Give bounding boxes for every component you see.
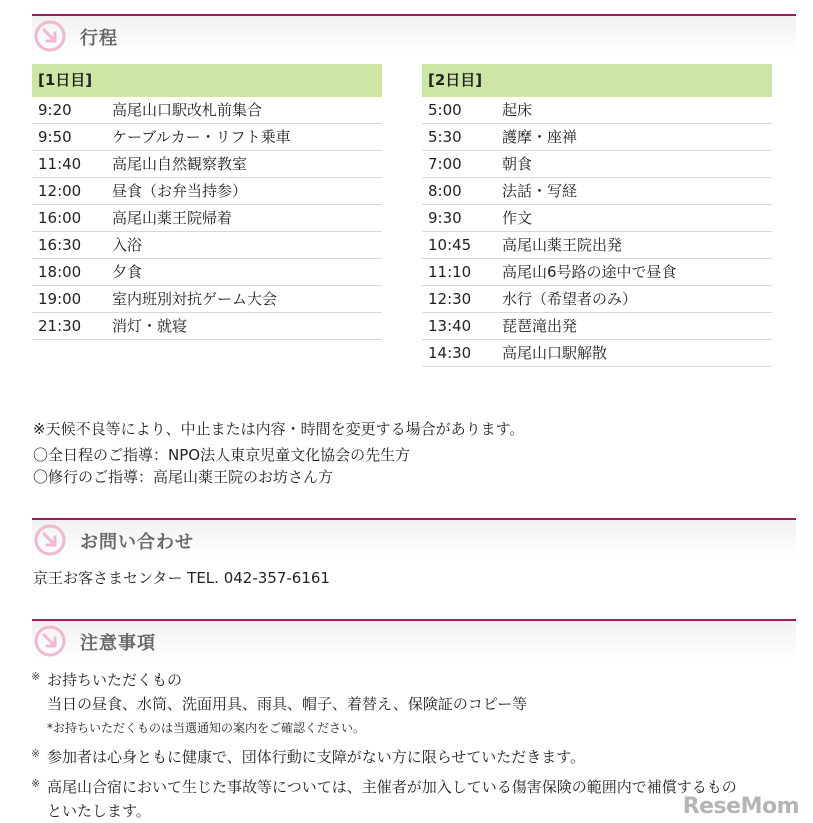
schedule-event: 室内班別対抗ゲーム大会 [112,290,278,308]
schedule-time: 21:30 [38,317,82,335]
schedule-row [422,340,772,367]
schedule-row [32,178,382,205]
schedule-table-day1 [32,64,382,340]
schedule-event: 高尾山自然観察教室 [112,155,248,173]
schedule-event: 朝食 [502,155,533,173]
schedule-event: 水行（希望者のみ） [502,290,638,308]
note-insurance-line1: 高尾山合宿において生じた事故等については、主催者が加入している傷害保険の範囲内で補償するもの [47,778,737,796]
schedule-time: 7:00 [428,155,462,173]
day-header: [1日目] [32,64,382,97]
schedule-event: 護摩・座禅 [502,128,578,146]
schedule-event: 高尾山口駅解散 [502,344,608,362]
schedule-time: 14:30 [428,344,472,362]
section-header-itinerary [32,14,796,54]
schedule-row [422,178,772,205]
note-insurance-line2: といたします。 [47,802,151,820]
section-title: お問い合わせ [80,532,194,553]
schedule-row [422,124,772,151]
schedule-event: 昼食（お弁当持参） [112,182,248,200]
schedule-event: 夕食 [112,263,143,281]
arrow-down-right-icon [34,524,66,556]
schedule-row [32,232,382,259]
day-header: [2日目] [422,64,772,97]
section-title: 注意事項 [80,633,156,654]
schedule-row [422,232,772,259]
schedule-time: 8:00 [428,182,462,200]
schedule-row [422,286,772,313]
guide-training: 〇修行のご指導：高尾山薬王院のお坊さん方 [33,468,334,486]
schedule-row [32,151,382,178]
note-items-small: *お持ちいただくものは当選通知の案内をご確認ください。 [47,721,366,735]
schedule-row [422,151,772,178]
guide-all-day: 〇全日程のご指導：NPO法人東京児童文化協会の先生方 [33,446,411,464]
schedule-time: 5:00 [428,101,462,119]
schedule-time: 12:30 [428,290,472,308]
schedule-event: 高尾山6号路の途中で昼食 [502,263,677,281]
note-mark: ※ [31,747,41,760]
schedule-time: 16:30 [38,236,82,254]
schedule-table-day2 [422,64,772,367]
schedule-row [32,205,382,232]
note-mark: ※ [31,777,41,790]
schedule-row [32,313,382,340]
schedule-event: 作文 [502,209,533,227]
schedule-time: 9:30 [428,209,462,227]
schedule-event: 入浴 [112,236,143,254]
schedule-time: 9:50 [38,128,72,146]
schedule-row [32,286,382,313]
schedule-time: 12:00 [38,182,82,200]
contact-phone: 京王お客さまセンター TEL. 042-357-6161 [33,569,330,587]
schedule-row [32,124,382,151]
schedule-time: 11:10 [428,263,472,281]
schedule-event: ケーブルカー・リフト乗車 [112,128,291,146]
schedule-row [32,259,382,286]
schedule-row [422,259,772,286]
schedule-event: 法話・写経 [502,182,578,200]
schedule-event: 起床 [502,101,533,119]
schedule-row [32,97,382,124]
note-health-text: 参加者は心身ともに健康で、団体行動に支障がない方に限らせていただきます。 [47,748,586,766]
schedule-time: 5:30 [428,128,462,146]
schedule-event: 琵琶滝出発 [502,317,578,335]
schedule-row [422,205,772,232]
schedule-time: 10:45 [428,236,472,254]
schedule-time: 13:40 [428,317,472,335]
schedule-event: 消灯・就寝 [112,317,188,335]
schedule-event: 高尾山口駅改札前集合 [112,101,263,119]
note-items-title: お持ちいただくもの [47,671,183,689]
schedule-time: 9:20 [38,101,72,119]
schedule-time: 11:40 [38,155,82,173]
schedule-time: 18:00 [38,263,82,281]
section-title: 行程 [80,28,118,49]
resemom-logo: ReseMom [682,794,799,819]
arrow-down-right-icon [34,625,66,657]
section-header-contact [32,518,796,558]
section-header-notes [32,619,796,659]
schedule-row [422,97,772,124]
arrow-down-right-icon [34,20,66,52]
schedule-event: 高尾山薬王院帰着 [112,209,233,227]
note-items-list: 当日の昼食、水筒、洗面用具、雨具、帽子、着替え、保険証のコピー等 [47,695,528,713]
weather-notice: ※天候不良等により、中止または内容・時間を変更する場合があります。 [33,420,525,438]
note-mark: ※ [31,670,41,683]
schedule-time: 19:00 [38,290,82,308]
schedule-row [422,313,772,340]
schedule-event: 高尾山薬王院出発 [502,236,623,254]
schedule-time: 16:00 [38,209,82,227]
